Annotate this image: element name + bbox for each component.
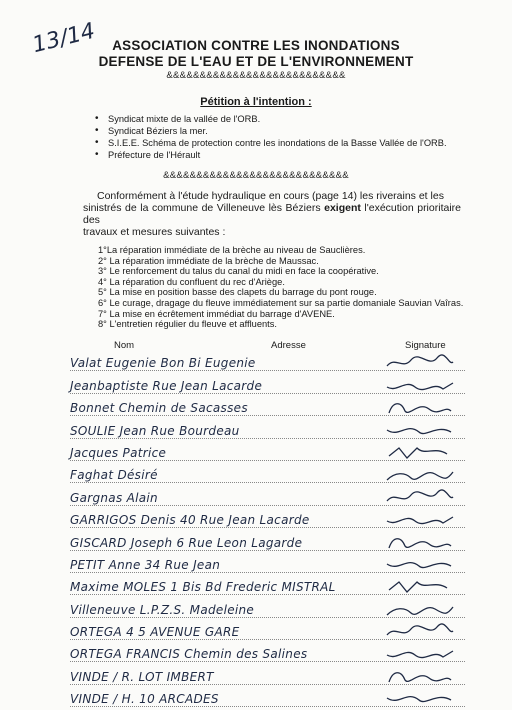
signature-stroke [387,517,453,524]
signature-row [70,419,465,441]
handwritten-name-address: VINDE / R. LOT IMBERT [70,669,214,684]
handwritten-name-address: Villeneuve L.P.Z.S. Madeleine [70,602,255,617]
handwritten-name-address: Gargnas Alain [70,490,158,505]
intro-line: Conformément à l'étude hydraulique en cours (page 14) les riverains et les [97,190,444,202]
handwritten-name-address: GARRIGOS Denis 40 Rue Jean Lacarde [70,513,310,528]
recipient-item: • Préfecture de l'Hérault [92,149,447,161]
signature-row [70,531,465,553]
signature-scribble [385,422,455,440]
association-title-line2: DEFENSE DE L'EAU ET DE L'ENVIRONNEMENT [98,54,414,69]
demand-item: 4° La réparation du confluent du rec d'Ariège. [98,276,285,287]
handwritten-name-address: VINDE / H. 10 ARCADES [70,692,219,707]
signature-scribble [385,690,455,708]
signature-scribble [385,578,455,596]
handwritten-name-address: Jeanbaptiste Rue Jean Lacarde [70,378,263,393]
demand-item: 5° La mise en position basse des clapets du barrage du pont rouge. [98,287,377,298]
signature-stroke [387,562,451,567]
handwritten-name-address: Maxime MOLES 1 Bis Bd Frederic MISTRAL [70,580,336,595]
signature-row [70,576,465,598]
intro-text: l'exécution prioritaire des [83,202,461,226]
handwritten-name-address: GISCARD Joseph 6 Rue Leon Lagarde [70,535,303,550]
signature-stroke [387,624,453,635]
handwritten-name-address: Bonnet Chemin de Sacasses [70,401,248,416]
signature-stroke [387,383,453,390]
signature-stroke [387,490,453,501]
signature-scribble [385,556,455,574]
margin-page-note: 13/14 [30,18,98,59]
petition-heading [0,96,512,108]
recipient-item: • S.I.E.E. Schéma de protection contre les inondations de la Basse Vallée de l'ORB. [92,137,447,149]
demand-item: 8° L'entretien régulier du fleuve et affluents. [98,319,277,330]
intro-line [83,202,461,226]
handwritten-name-address: Faghat Désiré [70,468,158,483]
signature-scribble [385,354,455,372]
signature-stroke [387,607,453,615]
intro-text: sinistrés de la commune de Villeneuve lès Béziers [83,202,325,214]
signature-stroke [389,538,451,547]
handwritten-name-address: Valat Eugenie Bon Bi Eugenie [70,356,256,371]
signature-row [70,509,465,531]
signature-scribble [385,645,455,663]
signature-scribble [385,623,455,641]
signature-scribble [385,511,455,529]
signature-stroke [387,355,453,366]
column-header-adresse: Adresse [271,340,306,351]
signature-stroke [389,673,451,682]
signature-row [70,397,465,419]
intro-emphasis: exigent [324,202,361,214]
signature-stroke [387,697,451,702]
signature-row [70,352,465,374]
signature-row [70,643,465,665]
signature-stroke [389,582,447,592]
column-header-nom: Nom [114,340,135,351]
recipient-item: • Syndicat mixte de la vallée de l'ORB. [92,113,447,125]
signature-stroke [389,448,447,458]
handwritten-name-address: PETIT Anne 34 Rue Jean [70,557,221,572]
petition-heading-text: Pétition à l'intention : [200,96,312,108]
signature-rows [70,352,465,710]
intro-paragraph [83,190,461,238]
signature-scribble [385,668,455,686]
recipients-list [92,113,447,161]
intro-line: travaux et mesures suivantes : [83,226,226,238]
signature-row [70,665,465,687]
handwritten-name-address: ORTEGA FRANCIS Chemin des Salines [70,647,308,662]
demand-item: 3° Le renforcement du talus du canal du midi en face la coopérative. [98,266,379,277]
signature-scribble [385,444,455,462]
signature-row [70,442,465,464]
signature-scribble [385,489,455,507]
signature-scribble [385,534,455,552]
signature-scribble [385,466,455,484]
demands-list [98,245,463,330]
signature-row [70,464,465,486]
column-header-signature: Signature [405,340,446,351]
association-title-line1: ASSOCIATION CONTRE LES INONDATIONS [112,38,400,53]
signature-scribble [385,601,455,619]
signature-scribble [385,377,455,395]
signature-row [70,688,465,710]
demand-item: 2° La réparation immédiate de la brèche de Maussac. [98,255,319,266]
signature-stroke [387,651,453,658]
signature-stroke [389,404,451,413]
handwritten-name-address: SOULIE Jean Rue Bourdeau [70,423,240,438]
handwritten-name-address: ORTEGA 4 5 AVENUE GARE [70,625,240,640]
signature-row [70,621,465,643]
signature-scribble [385,399,455,417]
recipient-item: • Syndicat Béziers la mer. [92,125,447,137]
demand-item: 1°La réparation immédiate de la brèche au niveau de Sauclières. [98,245,366,255]
signature-stroke [387,472,453,480]
signature-row [70,598,465,620]
signature-stroke [387,428,451,433]
handwritten-name-address: Jacques Patrice [70,445,167,460]
signature-row [70,486,465,508]
ampersand-separator-middle: &&&&&&&&&&&&&&&&&&&&&&&&&&&& [163,170,349,181]
ampersand-separator-top: &&&&&&&&&&&&&&&&&&&&&&&&&&& [166,70,346,81]
signature-row [70,554,465,576]
demand-item: 7° La mise en écrêtement immédiat du barrage d'AVENE. [98,308,335,319]
signature-row [70,374,465,396]
demand-item: 6° Le curage, dragage du fleuve immédiatement sur sa partie domaniale Sauvian Vaîras. [98,297,464,308]
